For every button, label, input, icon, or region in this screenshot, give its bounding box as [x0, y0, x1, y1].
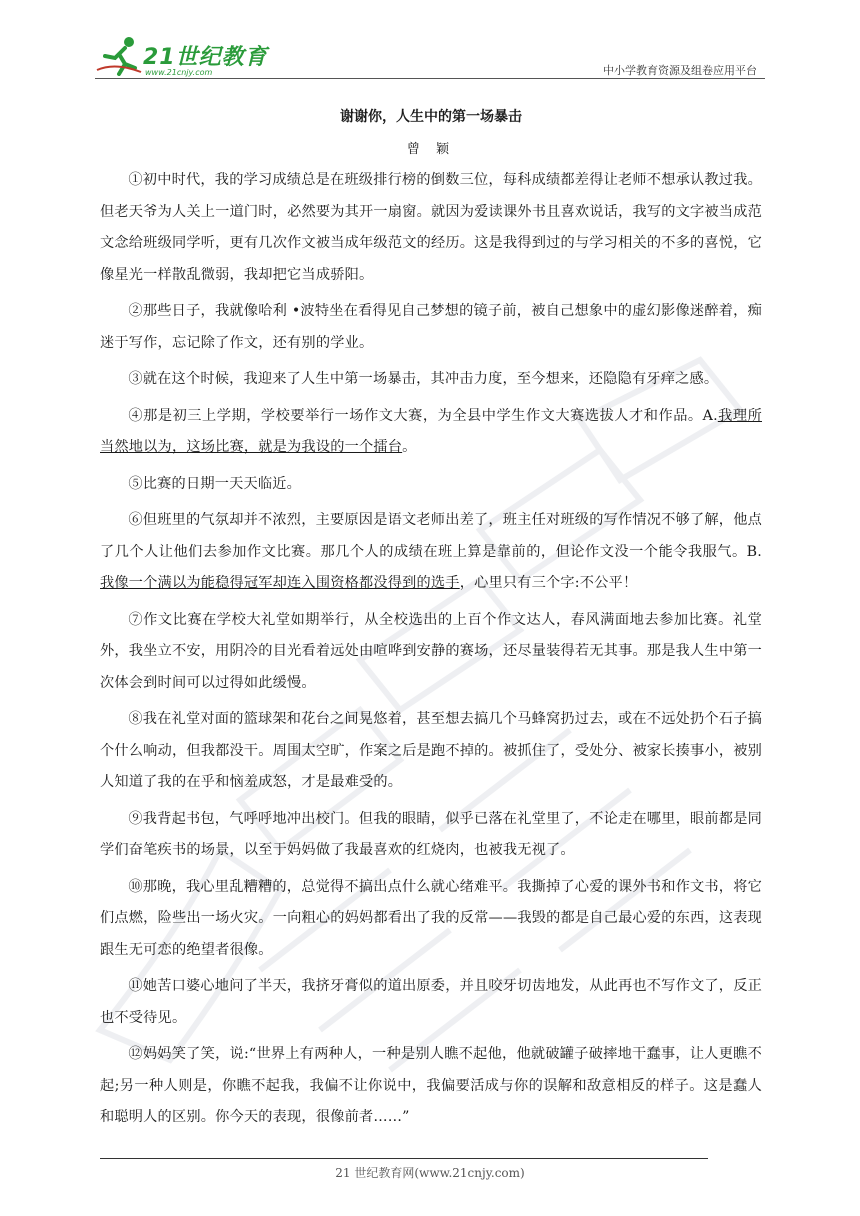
logo-url: www.21cnjy.com: [145, 68, 213, 77]
underlined-sentence-b: 我像一个满以为能稳得冠军却连入围资格都没得到的选手: [100, 575, 460, 591]
page-footer[interactable]: 21 世纪教育网(www.21cnjy.com): [335, 1166, 525, 1180]
site-logo[interactable]: [95, 34, 270, 76]
header-divider: [95, 78, 765, 79]
logo-text: 21世纪教育: [143, 45, 268, 70]
paragraph-11: ⑪她苦口婆心地问了半天，我挤牙膏似的道出原委，并且咬牙切齿地发，从此再也不写作文了，反正也不受待见。: [100, 978, 762, 1026]
paragraph-4-text: ④那是初三上学期，学校要举行一场作文大赛，为全县中学生作文大赛选拔人才和作品。A.: [128, 407, 718, 424]
footer-divider: [100, 1158, 708, 1159]
paragraph-3: ③就在这个时候，我迎来了人生中第一场暴击，其冲击力度，至今想来，还隐隐有牙痒之感。: [128, 371, 719, 387]
underlined-sentence-a: 我理所当然地以为，这场比赛，就是为我设的一个擂台: [100, 407, 762, 455]
paragraph-4-end: 。: [402, 439, 417, 455]
article-title: 谢谢你，人生中的第一场暴击: [340, 109, 522, 125]
paragraph-7: ⑦作文比赛在学校大礼堂如期举行，从全校选出的上百个作文达人，春风满面地去参加比赛。礼堂外，我坐立不安，用阴冷的目光看着远处由喧哗到安静的赛场，还尽量装得若无其事。那是我人生中第一次体会到时间可以过得如此缓慢。: [100, 611, 762, 691]
paragraph-6-end: ，心里只有三个字:不公平！: [459, 575, 638, 591]
article-author: 曾 颖: [406, 142, 456, 157]
paragraph-6-text: ⑥但班里的气氛却并不浓烈，主要原因是语文老师出差了，班主任对班级的写作情况不够了解，他点了几个人让他们去参加作文比赛。那几个人的成绩在班上算是靠前的，但论作文没一个能令我服气。B.: [100, 512, 762, 560]
paragraph-2: ②那些日子，我就像哈利 •波特坐在看得见自己梦想的镜子前，被自己想象中的虚幻影像迷醉着，痴迷于写作，忘记除了作文，还有别的学业。: [100, 303, 762, 351]
paragraph-4: [100, 401, 762, 464]
page-header: [95, 30, 765, 80]
platform-name: 中小学教育资源及组卷应用平台: [603, 64, 757, 77]
paragraph-10: ⑩那晚，我心里乱糟糟的，总觉得不搞出点什么就心绪难平。我撕掉了心爱的课外书和作文书，将它们点燃，险些出一场火灾。一向粗心的妈妈都看出了我的反常——我毁的都是自己最心爱的东西，这表现跟生无可恋的绝望者很像。: [100, 878, 762, 958]
paragraph-5: ⑤比赛的日期一天天临近。: [128, 475, 302, 492]
paragraph-8: ⑧我在礼堂对面的篮球架和花台之间晃悠着，甚至想去搞几个马蜂窝扔过去，或在不远处扔个石子搞个什么响动，但我都没干。周围太空旷，作案之后是跑不掉的。被抓住了，受处分、被家长揍事小，被别人知道了我的在乎和恼羞成怒，才是最难受的。: [100, 711, 762, 790]
paragraph-9: ⑨我背起书包，气呼呼地冲出校门。但我的眼睛，似乎已落在礼堂里了，不论走在哪里，眼前都是同学们奋笔疾书的场景，以至于妈妈做了我最喜欢的红烧肉，也被我无视了。: [100, 810, 762, 858]
paragraph-12: ⑫妈妈笑了笑，说:“世界上有两种人，一种是别人瞧不起他，他就破罐子破摔地干蠢事，让人更瞧不起;另一种人则是，你瞧不起我，我偏不让你说中，我偏要活成与你的误解和敌意相反的样子。这是蠢人和聪明人的区别。你今天的表现，很像前者……”: [100, 1046, 762, 1125]
paragraph-6: [100, 505, 762, 600]
article: [100, 100, 762, 1139]
paragraph-1: ①初中时代，我的学习成绩总是在班级排行榜的倒数三位，每科成绩都差得让老师不想承认教过我。但老天爷为人关上一道门时，必然要为其开一扇窗。就因为爱读课外书且喜欢说话，我写的文字被当成范文念给班级同学听，更有几次作文被当成年级范文的经历。这是我得到过的与学习相关的不多的喜悦，它像星光一样散乱微弱，我却把它当成骄阳。: [100, 172, 762, 283]
runner-logo-icon: [95, 34, 145, 76]
